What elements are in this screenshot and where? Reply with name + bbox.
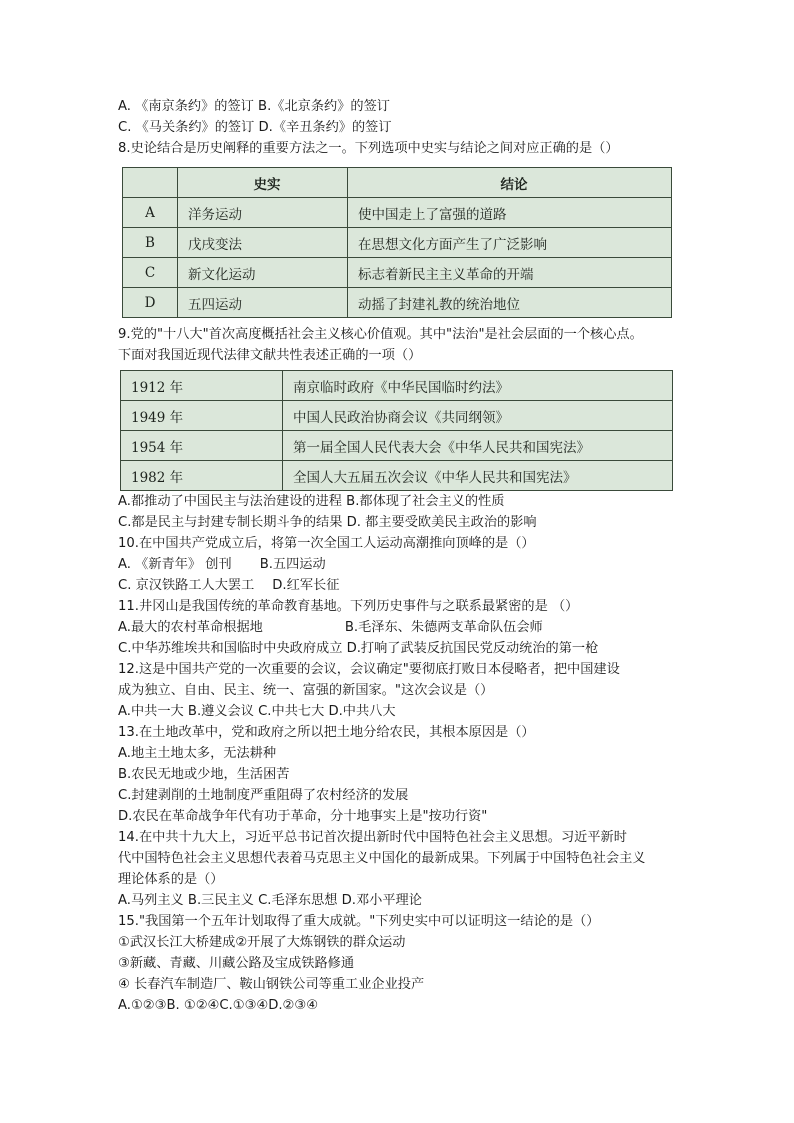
table-header-cell: 结论: [348, 168, 672, 198]
q10-option-b: B.五四运动: [259, 557, 326, 572]
q10-stem: 10.在中国共产党成立后，将第一次全国工人运动高潮推向顶峰的是（）: [118, 536, 535, 551]
document-cell: 全国人大五届五次会议《中华人民共和国宪法》: [283, 461, 673, 491]
q10-options-cd: [118, 576, 339, 596]
q13-option-c: C.封建剥削的土地制度严重阻碍了农村经济的发展: [118, 788, 409, 803]
table-header-row: [123, 168, 672, 198]
q9-stem-line2: 下面对我国近现代法律文献共性表述正确的一项（）: [118, 348, 422, 363]
q9-options-ab: A.都推动了中国民主与法治建设的进程 B.都体现了社会主义的性质: [118, 494, 505, 509]
q11-stem: 11.井冈山是我国传统的革命教育基地。下列历史事件与之联系最紧密的是 （）: [118, 599, 579, 614]
q15-item-12: ①武汉长江大桥建成②开展了大炼钢铁的群众运动: [118, 935, 406, 950]
table-row: [123, 198, 672, 228]
table-row: [123, 288, 672, 318]
option-letter: B: [123, 228, 178, 258]
q13-option-d: D.农民在革命战争年代有功于革命，分十地事实上是"按功行资": [118, 809, 488, 824]
historical-fact: 新文化运动: [178, 258, 348, 288]
year-cell: 1954 年: [121, 431, 283, 461]
q15-item-3: ③新藏、青藏、川藏公路及宝成铁路修通: [118, 956, 355, 971]
table-row: [123, 258, 672, 288]
q10-option-c: C. 京汉铁路工人大罢工: [118, 578, 255, 593]
historical-fact: 戊戌变法: [178, 228, 348, 258]
q15-item-4: ④ 长春汽车制造厂、鞍山钢铁公司等重工业企业投产: [118, 977, 425, 992]
q9-table: [120, 370, 673, 491]
q11-option-a: A.最大的农村革命根据地: [118, 620, 263, 635]
year-cell: 1949 年: [121, 401, 283, 431]
q7-options-ab: A. 《南京条约》的签订 B.《北京条约》的签订: [118, 99, 390, 114]
q8-table: [122, 167, 672, 318]
q8-stem: 8.史论结合是历史阐释的重要方法之一。下列选项中史实与结论之间对应正确的是（）: [118, 141, 619, 156]
document-cell: 第一届全国人民代表大会《中华人民共和国宪法》: [283, 431, 673, 461]
q15-stem: 15."我国第一个五年计划取得了重大成就。"下列史实中可以证明这一结论的是（）: [118, 914, 600, 929]
q14-options: A.马列主义 B.三民主义 C.毛泽东思想 D.邓小平理论: [118, 893, 422, 908]
year-cell: 1912 年: [121, 371, 283, 401]
q11-options-ab: [118, 618, 543, 638]
q10-option-a: A. 《新青年》 创刊: [118, 557, 232, 572]
q11-option-b: B.毛泽东、朱德两支革命队伍会师: [344, 620, 543, 635]
q7-options-cd: C. 《马关条约》的签订 D.《辛丑条约》的签订: [118, 120, 392, 135]
table-row: [121, 401, 673, 431]
table-header-cell: [123, 168, 178, 198]
conclusion: 动摇了封建礼教的统治地位: [348, 288, 672, 318]
table-row: [121, 461, 673, 491]
q13-option-b: B.农民无地或少地，生活困苦: [118, 767, 290, 782]
q14-stem-line2: 代中国特色社会主义思想代表着马克思主义中国化的最新成果。下列属于中国特色社会主义: [118, 851, 646, 866]
q12-stem-line2: 成为独立、自由、民主、统一、富强的新国家。"这次会议是（）: [118, 683, 494, 698]
q9-stem-line1: 9.党的"十八大"首次高度概括社会主义核心价值观。其中"法治"是社会层面的一个核心点。: [118, 327, 643, 342]
option-letter: C: [123, 258, 178, 288]
q11-options-cd: C.中华苏维埃共和国临时中央政府成立 D.打响了武装反抗国民党反动统治的第一枪: [118, 641, 599, 656]
table-row: [123, 228, 672, 258]
table-header-cell: 史实: [178, 168, 348, 198]
table-row: [121, 431, 673, 461]
q10-option-d: D.红军长征: [272, 578, 340, 593]
q15-options: A.①②③B. ①②④C.①③④D.②③④: [118, 998, 319, 1013]
option-letter: D: [123, 288, 178, 318]
conclusion: 标志着新民主主义革命的开端: [348, 258, 672, 288]
table-row: [121, 371, 673, 401]
q14-stem-line3: 理论体系的是（）: [118, 872, 224, 887]
q13-stem: 13.在土地改革中，党和政府之所以把土地分给农民，其根本原因是（）: [118, 725, 535, 740]
q13-option-a: A.地主土地太多，无法耕种: [118, 746, 277, 761]
conclusion: 在思想文化方面产生了广泛影响: [348, 228, 672, 258]
q10-options-ab: [118, 555, 326, 575]
document-cell: 南京临时政府《中华民国临时约法》: [283, 371, 673, 401]
year-cell: 1982 年: [121, 461, 283, 491]
q12-options: A.中共一大 B.遵义会议 C.中共七大 D.中共八大: [118, 704, 396, 719]
historical-fact: 洋务运动: [178, 198, 348, 228]
historical-fact: 五四运动: [178, 288, 348, 318]
q12-stem-line1: 12.这是中国共产党的一次重要的会议，会议确定"要彻底打败日本侵略者，把中国建设: [118, 662, 620, 677]
q14-stem-line1: 14.在中共十九大上，习近平总书记首次提出新时代中国特色社会主义思想。习近平新时: [118, 830, 627, 845]
conclusion: 使中国走上了富强的道路: [348, 198, 672, 228]
document-cell: 中国人民政治协商会议《共同纲领》: [283, 401, 673, 431]
q9-options-cd: C.都是民主与封建专制长期斗争的结果 D. 都主要受欧美民主政治的影响: [118, 515, 537, 530]
option-letter: A: [123, 198, 178, 228]
